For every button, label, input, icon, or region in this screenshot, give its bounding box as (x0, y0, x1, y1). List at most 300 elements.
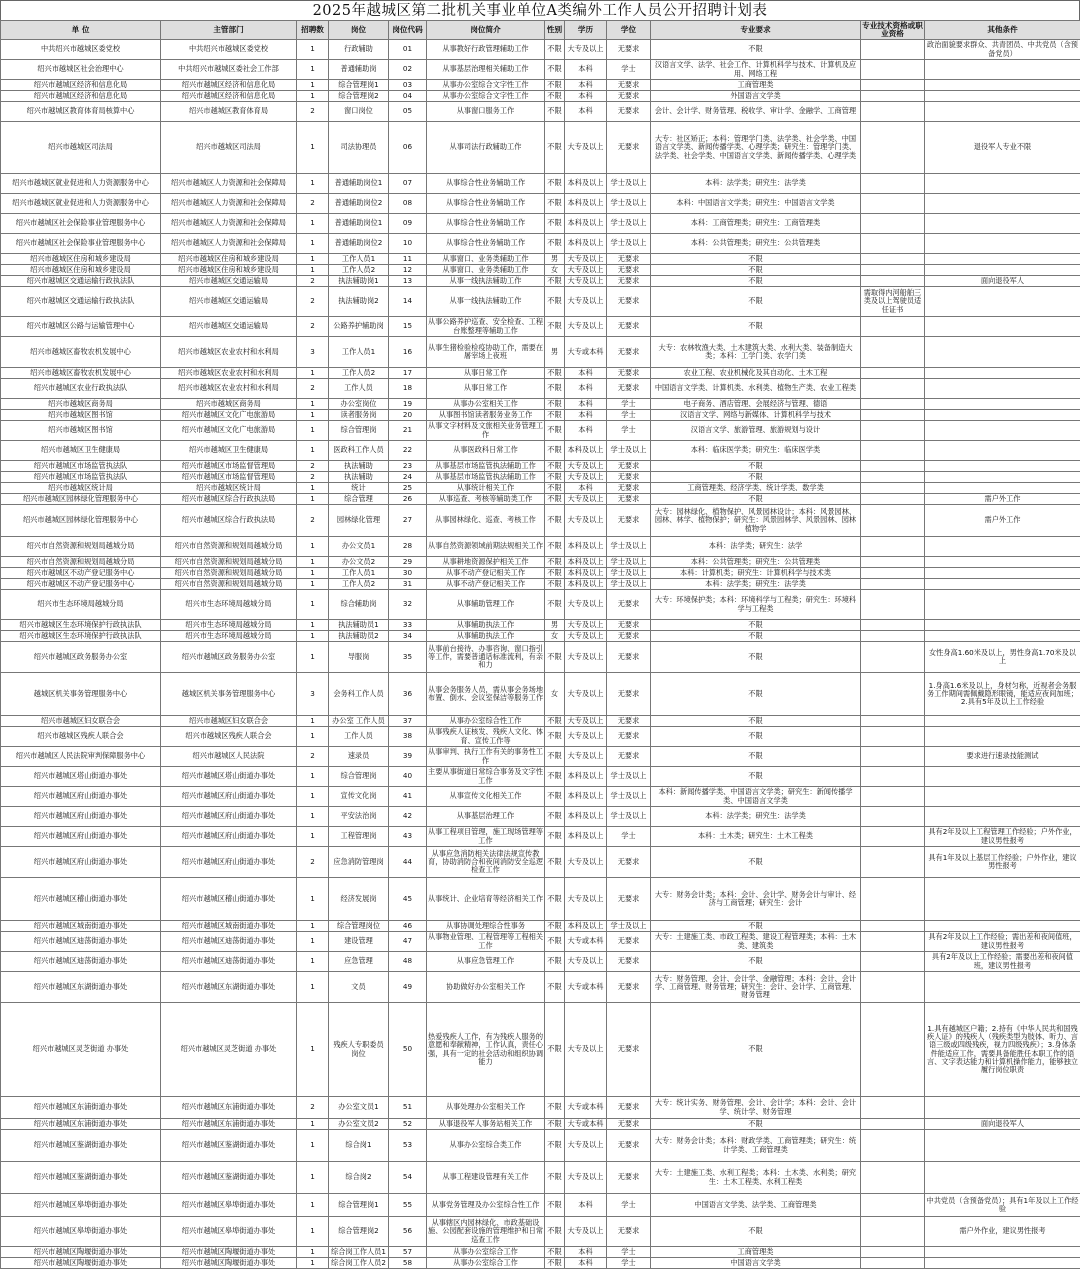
cell-position-intro: 从事工程建设管理有关工作 (427, 1162, 545, 1194)
cell-gender: 不限 (545, 505, 565, 537)
cell-department: 绍兴市越城区人力资源和社会保障局 (161, 214, 297, 234)
cell-other (925, 368, 1080, 379)
cell-unit: 绍兴市越城区图书馆 (1, 421, 161, 441)
cell-department: 绍兴市越城区住房和城乡建设局 (161, 265, 297, 276)
cell-degree: 无要求 (607, 972, 651, 1003)
cell-other: 要求进行速录技能测试 (925, 747, 1080, 767)
cell-unit: 绍兴市越城区卫生健康局 (1, 441, 161, 461)
cell-qualification (861, 921, 925, 932)
cell-unit: 绍兴市越城区不动产登记服务中心 (1, 579, 161, 590)
cell-gender: 不限 (545, 276, 565, 287)
table-row (1, 276, 1080, 287)
cell-unit: 绍兴市越城区城南街道办事处 (1, 921, 161, 932)
cell-unit: 绍兴市越城区图书馆 (1, 410, 161, 421)
cell-position-code: 40 (389, 767, 427, 787)
cell-other (925, 472, 1080, 483)
cell-qualification (861, 1217, 925, 1247)
cell-major: 不限 (651, 254, 861, 265)
cell-unit: 绍兴市越城区鉴湖街道办事处 (1, 1162, 161, 1194)
cell-major: 本科：公共管理类；研究生：公共管理类 (651, 557, 861, 568)
cell-count: 1 (297, 972, 329, 1003)
cell-degree: 学士及以上 (607, 537, 651, 557)
cell-unit: 绍兴市越城区府山街道办事处 (1, 787, 161, 807)
cell-education: 本科及以上 (565, 767, 607, 787)
cell-education: 本科 (565, 399, 607, 410)
cell-unit: 绍兴市越城区畜牧农机发展中心 (1, 368, 161, 379)
cell-major: 汉语言文学、法学、社会工作、计算机科学与技术、计算机及应用、网络工程 (651, 60, 861, 80)
cell-education: 大专及以上 (565, 847, 607, 878)
cell-position: 工作人员1 (329, 337, 389, 368)
cell-position-code: 09 (389, 214, 427, 234)
cell-position: 工作人员1 (329, 254, 389, 265)
cell-degree: 学士 (607, 421, 651, 441)
table-row (1, 80, 1080, 91)
cell-position: 速录员 (329, 747, 389, 767)
cell-position: 司法协理员 (329, 122, 389, 174)
cell-position-code: 56 (389, 1217, 427, 1247)
cell-gender: 男 (545, 620, 565, 631)
cell-position: 执法辅助 (329, 472, 389, 483)
cell-qualification (861, 368, 925, 379)
cell-unit: 绍兴市越城区司法局 (1, 122, 161, 174)
cell-degree: 学士 (607, 60, 651, 80)
cell-gender: 不限 (545, 921, 565, 932)
cell-position: 办公室文员2 (329, 1119, 389, 1130)
cell-department: 绍兴市越城区皋埠街道办事处 (161, 1217, 297, 1247)
cell-position: 建设管理 (329, 932, 389, 952)
cell-qualification (861, 1119, 925, 1130)
cell-major: 会计、会计学、财务管理、税收学、审计学、金融学、工商管理 (651, 102, 861, 122)
cell-major: 工商管理类 (651, 80, 861, 91)
cell-major: 不限 (651, 317, 861, 337)
cell-degree: 无要求 (607, 590, 651, 620)
cell-gender: 不限 (545, 1194, 565, 1217)
cell-education: 本科及以上 (565, 557, 607, 568)
cell-unit: 绍兴市越城区陶堰街道办事处 (1, 1247, 161, 1258)
cell-position-code: 10 (389, 234, 427, 254)
cell-position-code: 17 (389, 368, 427, 379)
table-row (1, 590, 1080, 620)
cell-count: 1 (297, 1130, 329, 1162)
table-row (1, 214, 1080, 234)
header-position-intro: 岗位简介 (427, 21, 545, 40)
cell-department: 绍兴市越城区府山街道办事处 (161, 827, 297, 847)
cell-position-intro: 从事物业管理、工程管理等工程相关工作 (428, 932, 544, 950)
cell-count: 1 (297, 1194, 329, 1217)
cell-position-code: 16 (389, 337, 427, 368)
cell-major: 大专：土建施工类、水利工程类；本科：土木类、水利类；研究生：土木工程类、水利工程类 (651, 1162, 861, 1194)
cell-other (925, 441, 1080, 461)
cell-major: 汉语言文学、网络与新媒体、计算机科学与技术 (651, 410, 861, 421)
table-row (1, 1097, 1080, 1119)
cell-qualification (861, 472, 925, 483)
cell-other (925, 91, 1080, 102)
cell-qualification (861, 747, 925, 767)
cell-education: 大专及以上 (565, 727, 607, 747)
cell-department: 绍兴市自然资源和规划局越城分局 (161, 579, 297, 590)
cell-major: 大专：农林牧渔大类、土木建筑大类、水利大类、装备制造大类；本科：工学门类、农学门类 (651, 337, 861, 368)
page-title: 2025年越城区第二批机关事业单位A类编外工作人员公开招聘计划表 (0, 0, 1080, 20)
cell-position-code: 20 (389, 410, 427, 421)
cell-qualification (861, 60, 925, 80)
cell-major: 不限 (651, 673, 861, 716)
cell-unit: 绍兴市越城区交通运输行政执法队 (1, 276, 161, 287)
cell-unit: 绍兴市生态环境局越城分局 (1, 590, 161, 620)
table-row (1, 337, 1080, 368)
cell-unit: 绍兴市越城区社会保险事业管理服务中心 (1, 234, 161, 254)
cell-position-code: 44 (389, 847, 427, 878)
table-row (1, 568, 1080, 579)
cell-count: 1 (297, 265, 329, 276)
cell-degree: 学士 (607, 1194, 651, 1217)
cell-position: 综合岗工作人员2 (329, 1258, 389, 1269)
cell-gender: 不限 (545, 483, 565, 494)
cell-gender: 不限 (545, 557, 565, 568)
cell-unit: 绍兴市越城区公路与运输管理中心 (1, 317, 161, 337)
cell-position-code: 24 (389, 472, 427, 483)
cell-position-intro: 协助做好办公室相关工作 (427, 972, 545, 1003)
cell-position-code: 30 (389, 568, 427, 579)
table-row (1, 505, 1080, 537)
cell-gender: 不限 (545, 642, 565, 673)
cell-count: 1 (297, 952, 329, 972)
cell-department: 绍兴市越城区人力资源和社会保障局 (161, 234, 297, 254)
cell-major: 大专：园林绿化、植物保护、风景园林设计；本科：风景园林、园林、林学、植物保护；研究生：风景园林学、风景园林、园林植物学 (651, 505, 861, 537)
cell-degree: 学士及以上 (607, 441, 651, 461)
cell-position: 会务科工作人员 (329, 673, 389, 716)
cell-gender: 不限 (545, 767, 565, 787)
cell-position-code: 50 (389, 1003, 427, 1097)
cell-other (925, 317, 1080, 337)
cell-other (925, 921, 1080, 932)
cell-degree: 学士 (607, 399, 651, 410)
cell-count: 1 (297, 1217, 329, 1247)
cell-gender: 女 (545, 265, 565, 276)
cell-count: 1 (297, 399, 329, 410)
cell-count: 1 (297, 537, 329, 557)
cell-degree: 无要求 (607, 483, 651, 494)
cell-other (925, 410, 1080, 421)
cell-count: 1 (297, 1162, 329, 1194)
cell-major: 不限 (651, 276, 861, 287)
cell-position-intro: 从事残疾人证核发、残疾人文化、体育、宣传工作等 (428, 727, 544, 745)
cell-position: 园林绿化管理 (329, 505, 389, 537)
cell-unit: 绍兴市越城区灵芝街道 办事处 (1, 1003, 161, 1097)
cell-education: 大专及以上 (565, 673, 607, 716)
cell-unit: 绍兴市自然资源和规划局越城分局 (1, 557, 161, 568)
cell-position-intro: 从事窗口、业务类辅助工作 (427, 254, 545, 265)
cell-degree: 无要求 (607, 673, 651, 716)
cell-position-intro: 从事基层市场监管执法辅助工作 (427, 472, 545, 483)
cell-position-intro: 从事自然资源领域前期法规相关工作 (427, 537, 545, 557)
cell-position-intro: 从事综合性业务辅助工作 (427, 234, 545, 254)
cell-position-code: 35 (389, 642, 427, 673)
cell-unit: 绍兴市越城区塔山街道办事处 (1, 767, 161, 787)
cell-count: 2 (297, 194, 329, 214)
cell-position: 医政科工作人员 (329, 441, 389, 461)
cell-unit: 绍兴市越城区残疾人联合会 (1, 727, 161, 747)
cell-position-intro: 从事医政科日常工作 (427, 441, 545, 461)
cell-count: 1 (297, 234, 329, 254)
cell-department: 绍兴市越城区市场监督管理局 (161, 461, 297, 472)
cell-department: 越城区机关事务管理服务中心 (161, 673, 297, 716)
cell-degree: 无要求 (607, 1003, 651, 1097)
cell-position: 综合管理岗1 (329, 80, 389, 91)
cell-position-code: 34 (389, 631, 427, 642)
cell-education: 大专及以上 (565, 952, 607, 972)
cell-position: 综合管理岗 (329, 767, 389, 787)
cell-other (925, 102, 1080, 122)
cell-education: 大专及以上 (565, 1003, 607, 1097)
cell-count: 1 (297, 174, 329, 194)
cell-position-intro: 从事巡查、考核等辅助类工作 (427, 494, 545, 505)
cell-degree: 无要求 (607, 1217, 651, 1247)
cell-department: 绍兴市越城区交通运输局 (161, 317, 297, 337)
header-education: 学历 (565, 21, 607, 40)
cell-degree: 无要求 (607, 878, 651, 921)
cell-major: 本科：法学类；研究生：法学类 (651, 579, 861, 590)
cell-unit: 绍兴市越城区农业行政执法队 (1, 379, 161, 399)
cell-position-intro: 从事办公室综合工作 (427, 1258, 545, 1269)
cell-gender: 不限 (545, 537, 565, 557)
cell-department: 绍兴市越城区经济和信息化局 (161, 91, 297, 102)
cell-qualification (861, 1130, 925, 1162)
cell-major: 不限 (651, 767, 861, 787)
cell-major: 大专：环境保护类；本科：环境科学与工程类；研究生：环境科学与工程类 (651, 590, 861, 620)
cell-position-intro: 从事办公室综合类工作 (427, 1130, 545, 1162)
cell-other (925, 727, 1080, 747)
cell-qualification (861, 265, 925, 276)
cell-position: 综合岗工作人员1 (329, 1247, 389, 1258)
cell-position-intro: 从事基层治理工作 (427, 807, 545, 827)
cell-degree: 无要求 (607, 368, 651, 379)
cell-unit: 绍兴市越城区社会保险事业管理服务中心 (1, 214, 161, 234)
table-row (1, 265, 1080, 276)
cell-position-code: 33 (389, 620, 427, 631)
cell-department: 绍兴市越城区府山街道办事处 (161, 787, 297, 807)
cell-position: 工作人员2 (329, 579, 389, 590)
cell-position-code: 48 (389, 952, 427, 972)
cell-other (925, 1162, 1080, 1194)
cell-unit: 绍兴市越城区住房和城乡建设局 (1, 265, 161, 276)
cell-count: 1 (297, 827, 329, 847)
cell-department: 绍兴市越城区住房和城乡建设局 (161, 254, 297, 265)
cell-gender: 女 (545, 673, 565, 716)
cell-position-intro: 从事统计相关工作 (427, 483, 545, 494)
table-row (1, 1119, 1080, 1130)
cell-position: 平安法治岗 (329, 807, 389, 827)
cell-education: 大专及以上 (565, 317, 607, 337)
cell-department: 中共绍兴市越城区委社会工作部 (161, 60, 297, 80)
cell-gender: 不限 (545, 317, 565, 337)
cell-gender: 不限 (545, 716, 565, 727)
cell-position-code: 05 (389, 102, 427, 122)
table-row (1, 472, 1080, 483)
cell-education: 大专及以上 (565, 620, 607, 631)
table-row (1, 379, 1080, 399)
cell-qualification (861, 767, 925, 787)
cell-position-intro: 从事办公室综合文字性工作 (427, 91, 545, 102)
cell-qualification (861, 787, 925, 807)
cell-position-intro: 从事耕地资源保护相关工作 (427, 557, 545, 568)
table-row (1, 410, 1080, 421)
cell-education: 本科 (565, 60, 607, 80)
table-row (1, 537, 1080, 557)
cell-position-code: 12 (389, 265, 427, 276)
cell-gender: 不限 (545, 461, 565, 472)
cell-degree: 无要求 (607, 91, 651, 102)
table-row (1, 287, 1080, 317)
cell-qualification (861, 847, 925, 878)
cell-count: 1 (297, 214, 329, 234)
cell-gender: 不限 (545, 590, 565, 620)
cell-position: 应急消防管理岗 (329, 847, 389, 878)
cell-education: 大专及以上 (565, 276, 607, 287)
cell-education: 本科及以上 (565, 234, 607, 254)
header-other: 其他条件 (925, 21, 1080, 40)
cell-department: 绍兴市越城区农业农村和水利局 (161, 368, 297, 379)
cell-other: 面向退役军人 (925, 276, 1080, 287)
header-gender: 性别 (545, 21, 565, 40)
cell-gender: 不限 (545, 194, 565, 214)
cell-gender: 不限 (545, 1162, 565, 1194)
table-row (1, 421, 1080, 441)
cell-qualification (861, 441, 925, 461)
cell-qualification (861, 1097, 925, 1119)
cell-qualification (861, 317, 925, 337)
cell-position: 综合岗2 (329, 1162, 389, 1194)
cell-major: 不限 (651, 727, 861, 747)
cell-education: 本科 (565, 80, 607, 91)
cell-qualification (861, 952, 925, 972)
cell-count: 1 (297, 878, 329, 921)
cell-position-intro: 从事日常工作 (427, 368, 545, 379)
cell-qualification (861, 337, 925, 368)
header-degree: 学位 (607, 21, 651, 40)
cell-degree: 无要求 (607, 317, 651, 337)
cell-department: 绍兴市越城区鉴湖街道办事处 (161, 1162, 297, 1194)
cell-department: 绍兴市越城区卫生健康局 (161, 441, 297, 461)
cell-other (925, 620, 1080, 631)
cell-position-intro: 从事生猪检验检疫协助工作，需要在屠宰场上夜班 (427, 337, 545, 368)
table-row (1, 1217, 1080, 1247)
cell-other (925, 399, 1080, 410)
table-row (1, 254, 1080, 265)
cell-education: 本科 (565, 421, 607, 441)
cell-position-intro: 从事不动产登记相关工作 (427, 579, 545, 590)
cell-position: 窗口岗位 (329, 102, 389, 122)
cell-position-code: 23 (389, 461, 427, 472)
cell-gender: 不限 (545, 368, 565, 379)
cell-education: 本科 (565, 1247, 607, 1258)
cell-other (925, 234, 1080, 254)
cell-degree: 无要求 (607, 642, 651, 673)
table-row (1, 620, 1080, 631)
cell-department: 绍兴市越城区司法局 (161, 122, 297, 174)
cell-degree: 无要求 (607, 379, 651, 399)
cell-gender: 不限 (545, 579, 565, 590)
cell-qualification (861, 91, 925, 102)
cell-degree: 无要求 (607, 1119, 651, 1130)
cell-education: 大专或本科 (565, 1097, 607, 1119)
cell-count: 2 (297, 461, 329, 472)
cell-department: 绍兴市越城区政务服务办公室 (161, 642, 297, 673)
cell-unit: 绍兴市越城区迪荡街道办事处 (1, 932, 161, 952)
cell-other (925, 972, 1080, 1003)
cell-department: 绍兴市越城区农业农村和水利局 (161, 337, 297, 368)
cell-education: 大专及以上 (565, 254, 607, 265)
cell-count: 1 (297, 483, 329, 494)
table-row (1, 1247, 1080, 1258)
cell-major: 中国语言文学类、法学类、工商管理类 (651, 1194, 861, 1217)
cell-unit: 绍兴市越城区不动产登记服务中心 (1, 568, 161, 579)
cell-count: 1 (297, 767, 329, 787)
cell-count: 1 (297, 568, 329, 579)
cell-major: 不限 (651, 265, 861, 276)
cell-position: 残疾人专职委员岗位 (329, 1003, 389, 1097)
cell-gender: 不限 (545, 952, 565, 972)
cell-gender: 不限 (545, 174, 565, 194)
cell-unit: 绍兴市越城区园林绿化管理服务中心 (1, 505, 161, 537)
cell-count: 1 (297, 80, 329, 91)
table-row (1, 673, 1080, 716)
cell-gender: 女 (545, 631, 565, 642)
table-row (1, 399, 1080, 410)
cell-count: 1 (297, 421, 329, 441)
cell-department: 绍兴市越城区交通运输局 (161, 287, 297, 317)
cell-major: 外国语言文学类 (651, 91, 861, 102)
header-major: 专业要求 (651, 21, 861, 40)
cell-department: 绍兴市越城区残疾人联合会 (161, 727, 297, 747)
cell-degree: 无要求 (607, 287, 651, 317)
cell-gender: 不限 (545, 1258, 565, 1269)
cell-qualification (861, 557, 925, 568)
cell-education: 大专及以上 (565, 461, 607, 472)
cell-count: 2 (297, 379, 329, 399)
cell-other (925, 807, 1080, 827)
cell-count: 3 (297, 673, 329, 716)
cell-count: 1 (297, 254, 329, 265)
cell-unit: 绍兴市越城区陶堰街道办事处 (1, 1258, 161, 1269)
cell-qualification (861, 421, 925, 441)
cell-degree: 学士及以上 (607, 568, 651, 579)
cell-unit: 绍兴市越城区府山街道办事处 (1, 827, 161, 847)
cell-position-intro: 从事应急消防相关法律法规宣传教育，协助消防合和夜间消防安全巡逻检查工作 (427, 847, 545, 878)
cell-other (925, 1130, 1080, 1162)
cell-qualification (861, 276, 925, 287)
cell-other (925, 716, 1080, 727)
cell-qualification (861, 579, 925, 590)
table-row (1, 1194, 1080, 1217)
cell-other (925, 214, 1080, 234)
cell-gender: 不限 (545, 727, 565, 747)
cell-other (925, 461, 1080, 472)
cell-count: 1 (297, 122, 329, 174)
cell-department: 绍兴市越城区东湖街道办事处 (161, 972, 297, 1003)
cell-degree: 学士及以上 (607, 234, 651, 254)
cell-position-code: 02 (389, 60, 427, 80)
cell-position-intro: 从事日常工作 (427, 379, 545, 399)
table-row (1, 807, 1080, 827)
cell-count: 2 (297, 747, 329, 767)
cell-qualification (861, 174, 925, 194)
cell-count: 1 (297, 1119, 329, 1130)
cell-major: 电子商务、酒店管理、会展经济与管理、德语 (651, 399, 861, 410)
table-row (1, 716, 1080, 727)
cell-qualification (861, 568, 925, 579)
cell-unit: 绍兴市越城区园林绿化管理服务中心 (1, 494, 161, 505)
cell-degree: 学士 (607, 410, 651, 421)
